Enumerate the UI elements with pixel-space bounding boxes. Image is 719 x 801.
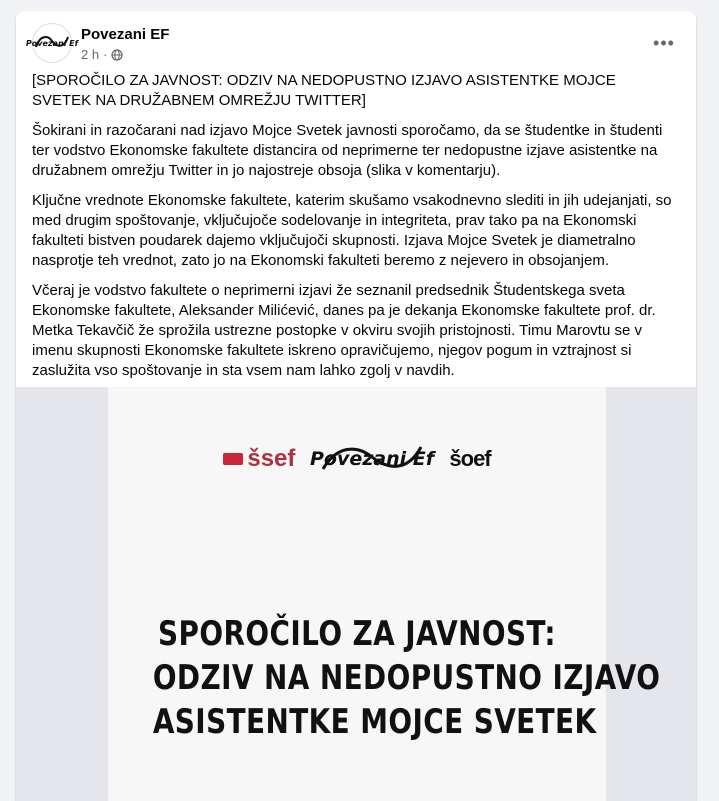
meta-separator: · xyxy=(103,47,108,62)
globe-icon[interactable] xyxy=(111,49,123,61)
post-header xyxy=(25,23,682,65)
post-paragraph: Šokirani in razočarani nad izjavo Mojce Svetek javnosti sporočamo, da se študentke in študenti ter vodstvo Ekonomske fakultete distancira od neprimerne ter nedopustne izjave asistentke na družabnem omrežju Twitter in jo najostreje obsoja (slika v komentarju). xyxy=(32,122,663,179)
povezani-ef-logo xyxy=(310,439,435,479)
post-meta xyxy=(81,47,123,62)
poster-logos xyxy=(108,439,606,479)
poster xyxy=(108,387,661,801)
post-image[interactable] xyxy=(16,387,696,801)
avatar-logo xyxy=(25,33,79,53)
more-options-button[interactable]: ••• xyxy=(653,32,675,53)
poster-title xyxy=(152,612,661,744)
povezani-ef-logo-text: Povezani Ef xyxy=(310,448,435,470)
page-name-link[interactable]: Povezani EF xyxy=(81,26,170,43)
post-paragraph: Včeraj je vodstvo fakultete o neprimerni izjavi že seznanil predsednik Študentskega sveta Ekonomske fakultete, Aleksander Milićević, danes pa je dekanja Ekonomske fakultete prof. dr. Metka Tekavčič že sprožila ustrezne postopke v okviru svojih pristojnosti. Timu Marovtu se v imenu skupnosti Ekonomske fakultete iskreno opravičujemo, njegov pogum in vztrajnost si zaslužita vso spoštovanje in sta vsem nam lahko zgolj v navdih. xyxy=(32,282,656,379)
page-avatar[interactable] xyxy=(25,23,79,63)
post-paragraph: Ključne vrednote Ekonomske fakultete, katerim skušamo vsakodnevno slediti in jih udejanjati, so med drugim spoštovanje, vključujoče sodelovanje in integriteta, prav tako pa na Ekonomski fakulteti bistven poudarek dajemo vključujoči skupnosti. Izjava Mojce Svetek je diametralno nasprotje teh vrednot, zato jo na Ekonomski fakulteti beremo z nejevero in obsojanjem. xyxy=(32,192,672,269)
post-card xyxy=(16,11,696,801)
ssef-logo xyxy=(223,445,295,473)
post-timestamp[interactable]: 2 h xyxy=(81,47,100,62)
soef-logo: šoef xyxy=(449,446,491,471)
ssef-mark-icon xyxy=(223,453,243,465)
ssef-logo-text: šsef xyxy=(247,445,296,472)
poster-title-line: ODZIV NA NEDOPUSTNO IZJAVO xyxy=(152,658,661,698)
poster-title-line: ASISTENTKE MOJCE SVETEK xyxy=(152,702,597,742)
poster-title-line: SPOROČILO ZA JAVNOST: xyxy=(158,614,556,654)
avatar-text: Povezani Ef xyxy=(25,39,79,48)
post-paragraph-heading: [SPOROČILO ZA JAVNOST: ODZIV NA NEDOPUSTNO IZJAVO ASISTENTKE MOJCE SVETEK NA DRUŽABNEM OMREŽJU TWITTER] xyxy=(32,72,616,109)
post-body xyxy=(32,71,672,391)
